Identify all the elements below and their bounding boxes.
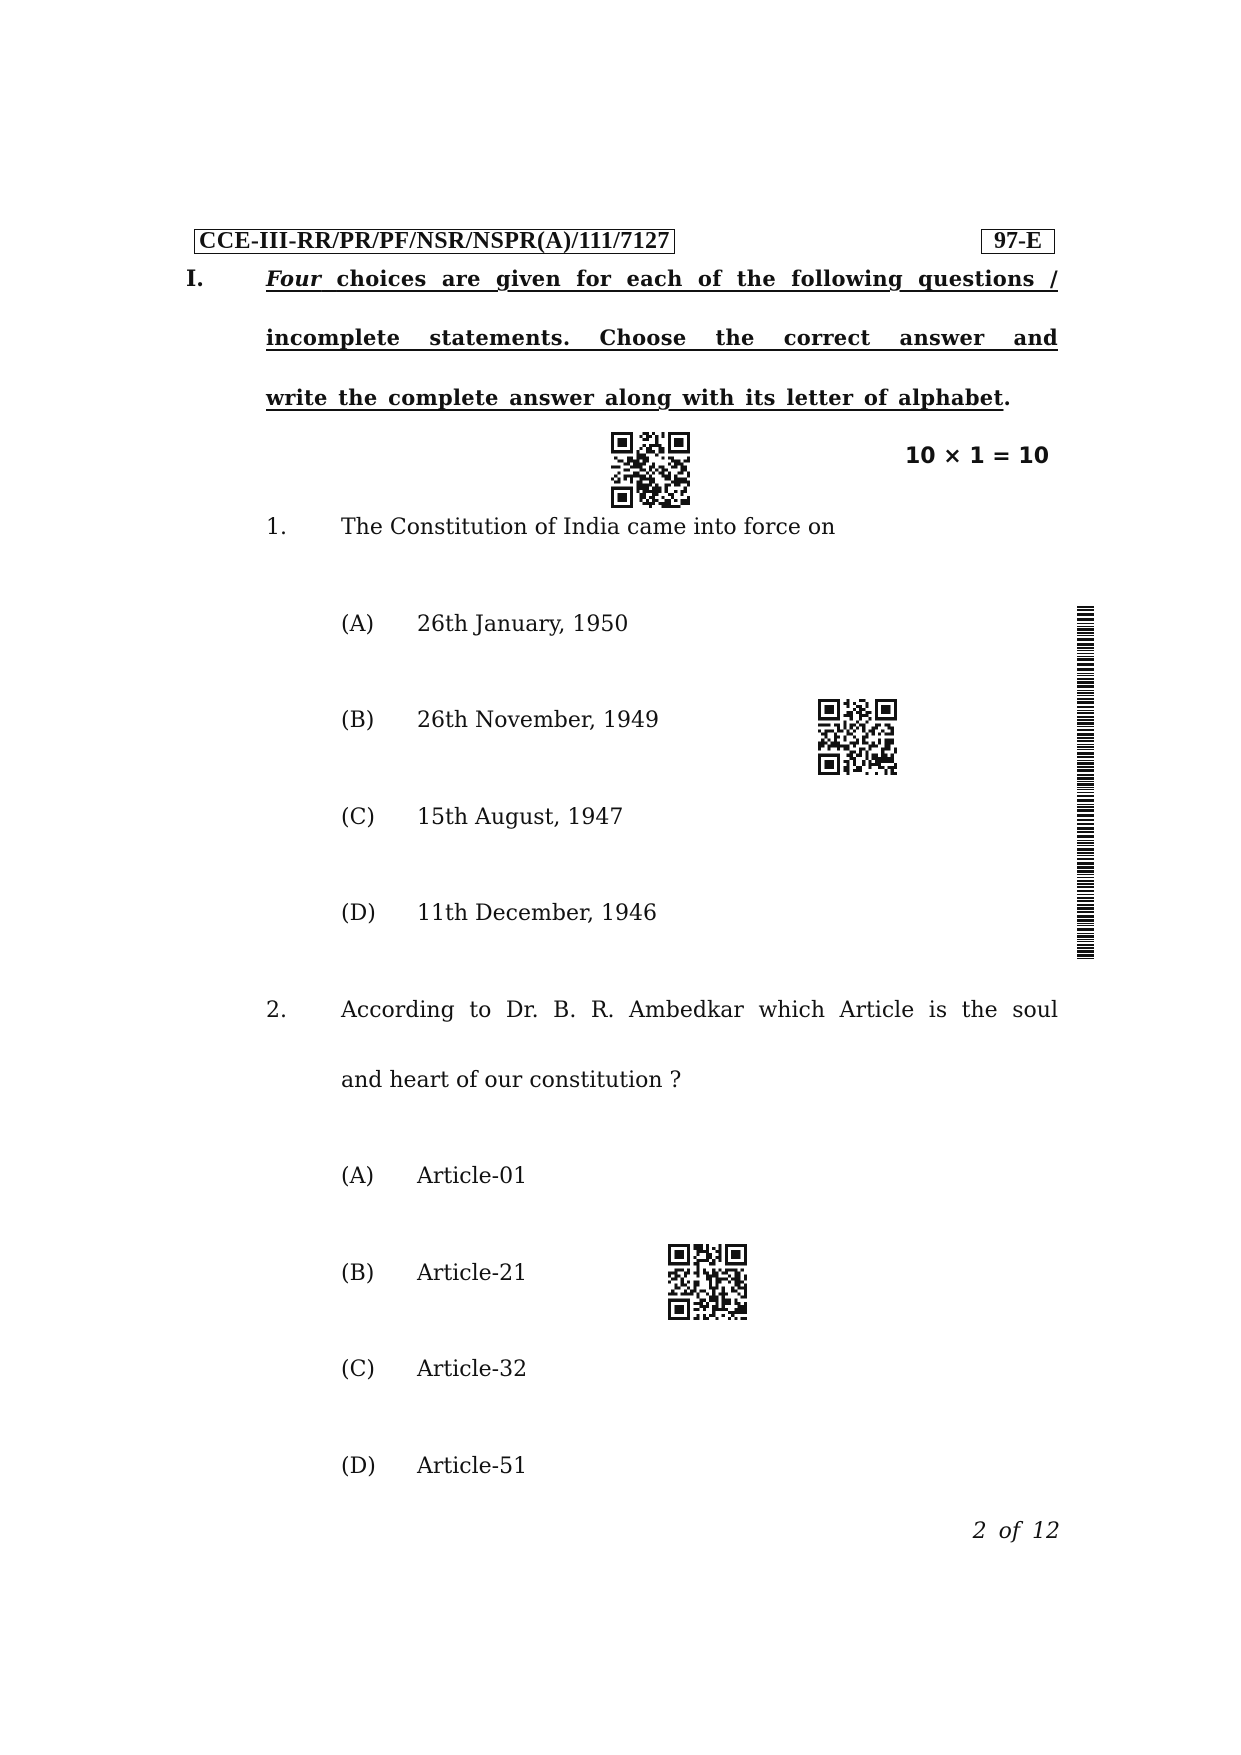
page-number: 2 of 12 bbox=[972, 1519, 1060, 1544]
qr-code bbox=[668, 1244, 747, 1320]
option-text: 11th December, 1946 bbox=[417, 901, 658, 926]
option-label: (B) bbox=[341, 1261, 375, 1286]
qr-code bbox=[818, 699, 897, 775]
option-text: 26th November, 1949 bbox=[417, 708, 659, 733]
question-text: According to Dr. B. R. Ambedkar which Article is the soul bbox=[341, 998, 1058, 1023]
section-number: I. bbox=[186, 266, 204, 292]
question-paper-code: CCE-III-RR/PR/PF/NSR/NSPR(A)/111/7127 bbox=[194, 229, 675, 254]
option-label: (A) bbox=[341, 612, 375, 637]
option-text: Article-51 bbox=[417, 1454, 528, 1479]
qr-code bbox=[611, 432, 690, 508]
option-label: (C) bbox=[341, 805, 375, 830]
instruction-text: write the complete answer along with its letter of alphabet bbox=[266, 385, 1004, 410]
option-label: (D) bbox=[341, 1454, 376, 1479]
option-text: Article-32 bbox=[417, 1357, 528, 1382]
instruction-terminal: . bbox=[1003, 385, 1012, 410]
question-number: 2. bbox=[266, 998, 287, 1023]
option-label: (B) bbox=[341, 708, 375, 733]
instruction-line-2: incomplete statements. Choose the correct answer and bbox=[266, 325, 1058, 350]
option-label: (C) bbox=[341, 1357, 375, 1382]
option-text: Article-01 bbox=[417, 1164, 528, 1189]
instruction-text: choices are given for each of the following questions / bbox=[336, 266, 1058, 291]
marks-allocation: 10 × 1 = 10 bbox=[904, 444, 1049, 469]
instruction-line-3 bbox=[266, 382, 1058, 414]
option-label: (A) bbox=[341, 1164, 375, 1189]
barcode bbox=[1077, 606, 1094, 961]
instruction-emphasis: Four bbox=[266, 266, 322, 291]
instruction-line-1 bbox=[266, 263, 1058, 295]
question-text: The Constitution of India came into force on bbox=[341, 515, 836, 540]
option-text: Article-21 bbox=[417, 1261, 528, 1286]
subject-code: 97-E bbox=[981, 229, 1055, 254]
question-number: 1. bbox=[266, 515, 287, 540]
question-text: and heart of our constitution ? bbox=[341, 1068, 682, 1093]
option-text: 15th August, 1947 bbox=[417, 805, 624, 830]
option-label: (D) bbox=[341, 901, 376, 926]
option-text: 26th January, 1950 bbox=[417, 612, 629, 637]
